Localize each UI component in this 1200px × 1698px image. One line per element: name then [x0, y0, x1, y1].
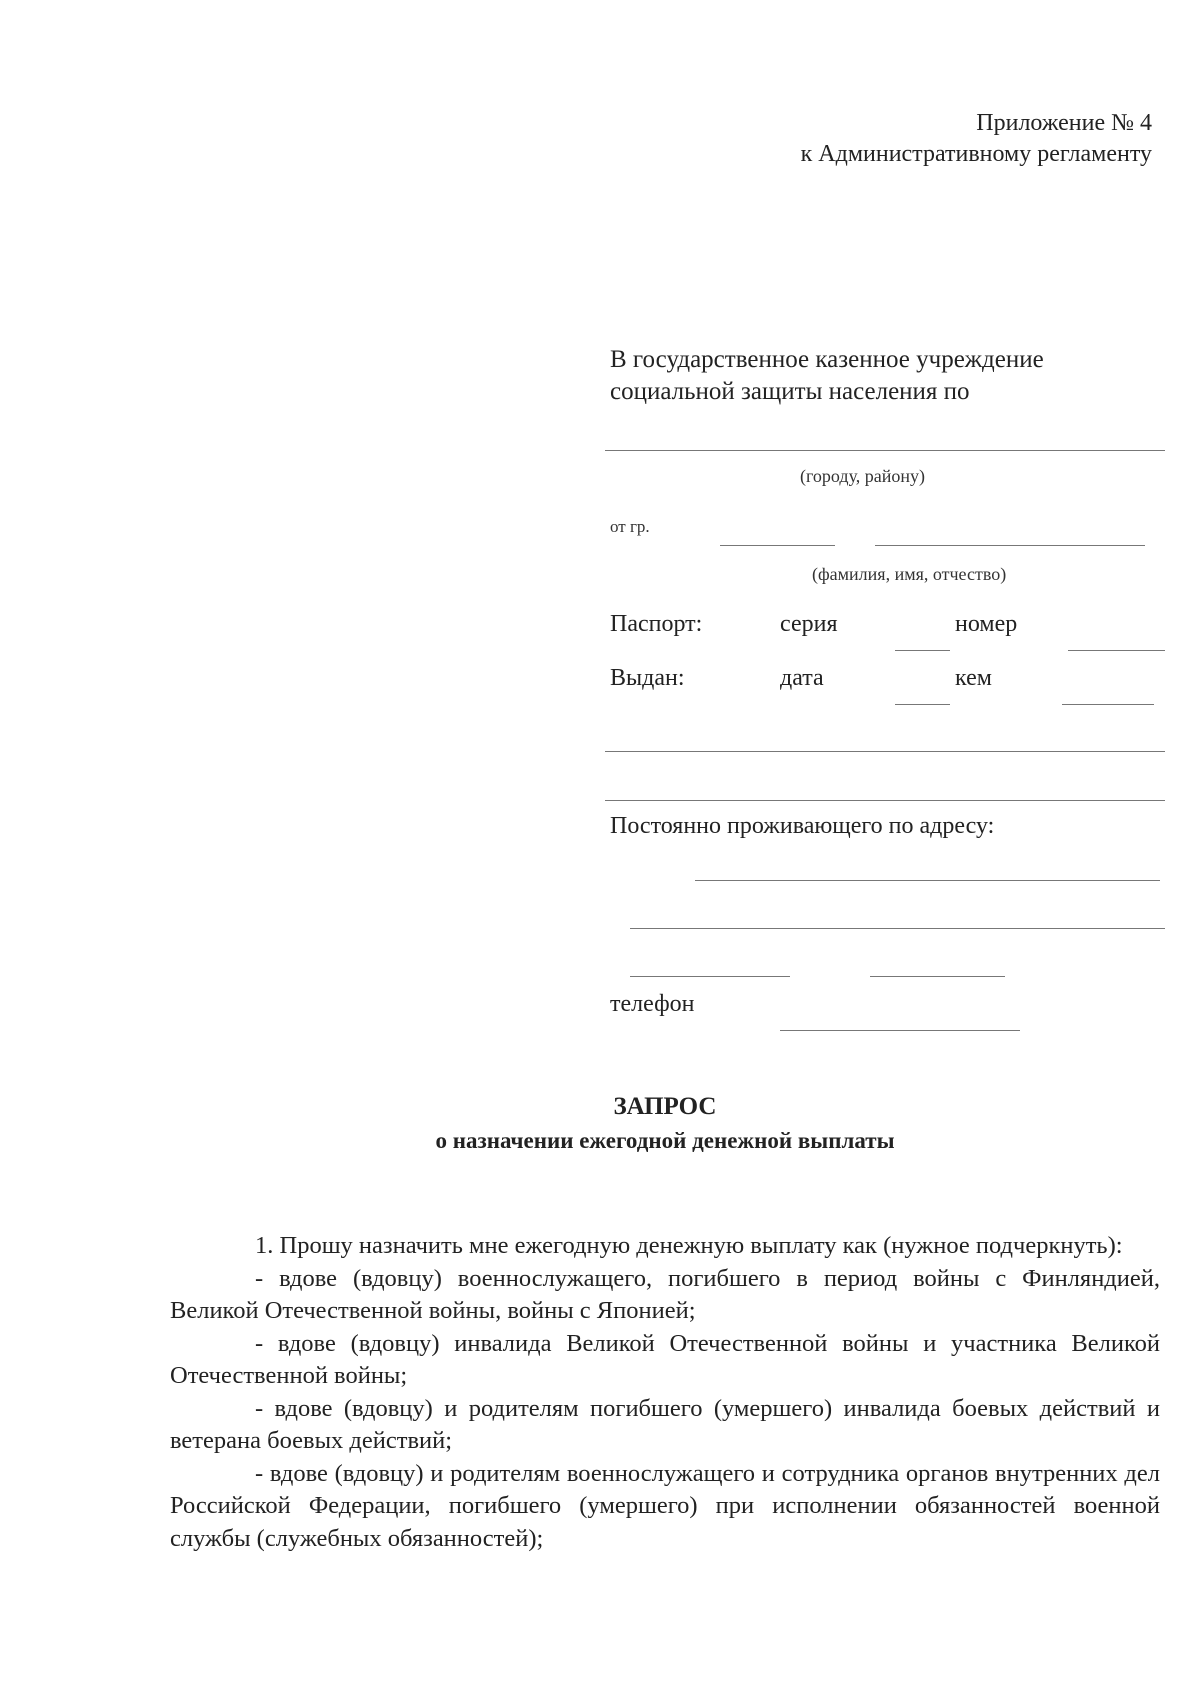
addressee-line-1: В государственное казенное учреждение	[610, 346, 1044, 373]
addressee-line-2: социальной защиты населения по	[610, 378, 970, 405]
phone-label: телефон	[610, 991, 695, 1017]
option-item: - вдове (вдовцу) военнослужащего, погибшего в период войны с Финляндией, Великой Отечественной войны, войны с Японией;	[170, 1264, 1160, 1324]
option-item: - вдове (вдовцу) и родителям погибшего (умершего) инвалида боевых действий и ветерана боевых действий;	[170, 1394, 1160, 1454]
series-label: серия	[780, 611, 838, 637]
address-input-line-3b[interactable]	[870, 976, 1005, 977]
issued-by-label: кем	[955, 665, 992, 691]
residence-label: Постоянно проживающего по адресу:	[610, 813, 995, 839]
option-item: - вдове (вдовцу) инвалида Великой Отечественной войны и участника Великой Отечественной войны;	[170, 1329, 1160, 1389]
name-input-line-b[interactable]	[875, 545, 1145, 546]
from-label: от гр.	[610, 517, 650, 536]
appendix-header	[801, 108, 1152, 170]
issued-by-continuation-line-2[interactable]	[605, 800, 1165, 801]
request-title: ЗАПРОС	[613, 1093, 717, 1120]
appendix-reference: к Административному регламенту	[800, 141, 1152, 167]
address-input-line-1[interactable]	[695, 880, 1160, 881]
date-label: дата	[780, 665, 824, 691]
appendix-number: Приложение № 4	[976, 110, 1152, 136]
option-item: - вдове (вдовцу) и родителям военнослужащего и сотрудника органов внутренних дел Российской Федерации, погибшего (умершего) при исполнении обязанностей военной службы (служебных обязанностей);	[170, 1459, 1160, 1552]
phone-input-line[interactable]	[780, 1030, 1020, 1031]
address-input-line-3a[interactable]	[630, 976, 790, 977]
passport-label: Паспорт:	[610, 611, 703, 637]
address-input-line-2[interactable]	[630, 928, 1165, 929]
issued-label: Выдан:	[610, 665, 685, 691]
intro-paragraph: 1. Прошу назначить мне ежегодную денежную выплату как (нужное подчеркнуть):	[255, 1232, 1123, 1259]
series-input-line[interactable]	[895, 650, 950, 651]
request-subtitle: о назначении ежегодной денежной выплаты	[435, 1128, 895, 1153]
district-input-line[interactable]	[605, 450, 1165, 451]
number-input-line[interactable]	[1068, 650, 1165, 651]
name-input-line-a[interactable]	[720, 545, 835, 546]
request-body	[170, 1230, 1160, 1555]
issued-by-continuation-line[interactable]	[605, 751, 1165, 752]
name-caption: (фамилия, имя, отчество)	[812, 564, 1007, 584]
date-input-line[interactable]	[895, 704, 950, 705]
issued-by-input-line[interactable]	[1062, 704, 1154, 705]
number-label: номер	[955, 611, 1018, 637]
addressee-block	[610, 344, 1044, 408]
district-caption: (городу, району)	[800, 466, 926, 486]
